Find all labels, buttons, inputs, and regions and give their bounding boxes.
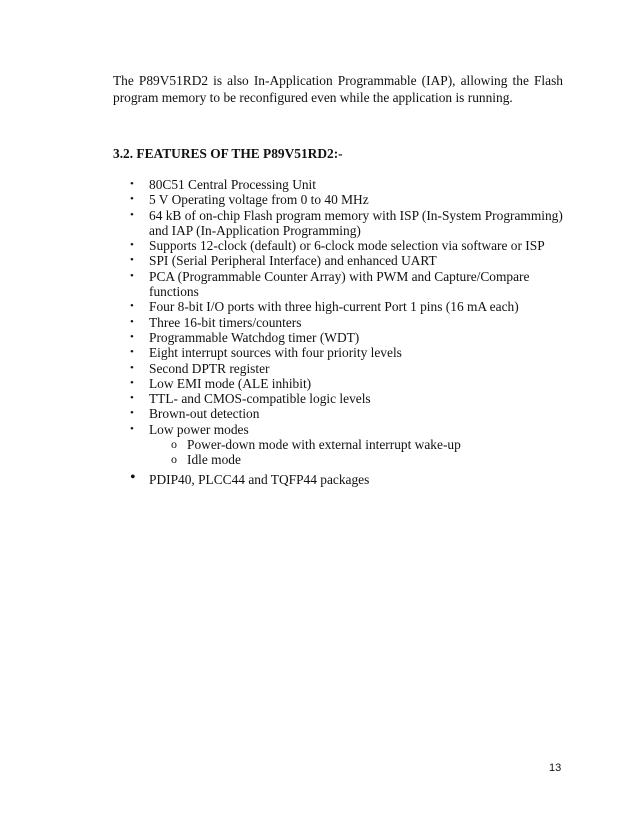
list-item: • TTL- and CMOS-compatible logic levels: [130, 391, 371, 407]
list-item-packages: • PDIP40, PLCC44 and TQFP44 packages: [130, 468, 370, 487]
bullet-icon: •: [130, 193, 134, 206]
bullet-icon: •: [130, 376, 134, 389]
list-item: • Eight interrupt sources with four priority levels: [130, 345, 402, 361]
list-item: • Supports 12-clock (default) or 6-clock mode selection via software or ISP: [130, 238, 545, 254]
bullet-icon: •: [130, 468, 136, 486]
bullet-icon: •: [130, 330, 134, 343]
list-item: • 64 kB of on-chip Flash program memory with ISP (In-System Programming) and IAP (In-Application Programming): [130, 207, 563, 238]
section-heading: 3.2. FEATURES OF THE P89V51RD2:-: [113, 146, 343, 161]
bullet-icon: •: [130, 178, 134, 190]
features-list: [130, 177, 570, 487]
bullet-icon: •: [130, 300, 134, 313]
sub-list-item: o Power-down mode with external interrupt wake-up: [171, 437, 461, 453]
list-item: • SPI (Serial Peripheral Interface) and enhanced UART: [130, 253, 437, 269]
bullet-icon: •: [130, 269, 134, 282]
list-item: • Second DPTR register: [130, 360, 270, 376]
circle-bullet-icon: o: [171, 437, 177, 452]
list-item-low-power: • Low power modes o Power-down mode with external interrupt wake-up o Idle mode: [130, 422, 570, 468]
bullet-icon: •: [130, 254, 134, 267]
circle-bullet-icon: o: [171, 452, 177, 467]
bullet-icon: •: [130, 315, 134, 328]
list-item: • Three 16-bit timers/counters: [130, 314, 302, 330]
bullet-icon: •: [130, 392, 134, 405]
list-item: • Low EMI mode (ALE inhibit): [130, 375, 312, 391]
list-item: • Brown-out detection: [130, 406, 260, 422]
list-item: • Four 8-bit I/O ports with three high-current Port 1 pins (16 mA each): [130, 299, 519, 315]
bullet-icon: •: [130, 346, 134, 359]
page-number: 13: [549, 762, 562, 774]
sub-list-item: o Idle mode: [171, 452, 241, 468]
bullet-icon: •: [130, 422, 134, 435]
list-item: • 80C51 Central Processing Unit: [130, 177, 316, 192]
bullet-icon: •: [130, 361, 134, 374]
list-item: • 5 V Operating voltage from 0 to 40 MHz: [130, 192, 369, 208]
low-power-sublist: [149, 437, 570, 468]
bullet-icon: •: [130, 407, 134, 420]
intro-paragraph: The P89V51RD2 is also In-Application Programmable (IAP), allowing the Flash program memory to be reconfigured even while the application is running.: [113, 73, 563, 105]
list-item: • PCA (Programmable Counter Array) with PWM and Capture/Compare functions: [130, 268, 530, 300]
list-item: • Programmable Watchdog timer (WDT): [130, 329, 360, 345]
bullet-icon: •: [130, 239, 134, 252]
bullet-icon: •: [130, 208, 134, 221]
